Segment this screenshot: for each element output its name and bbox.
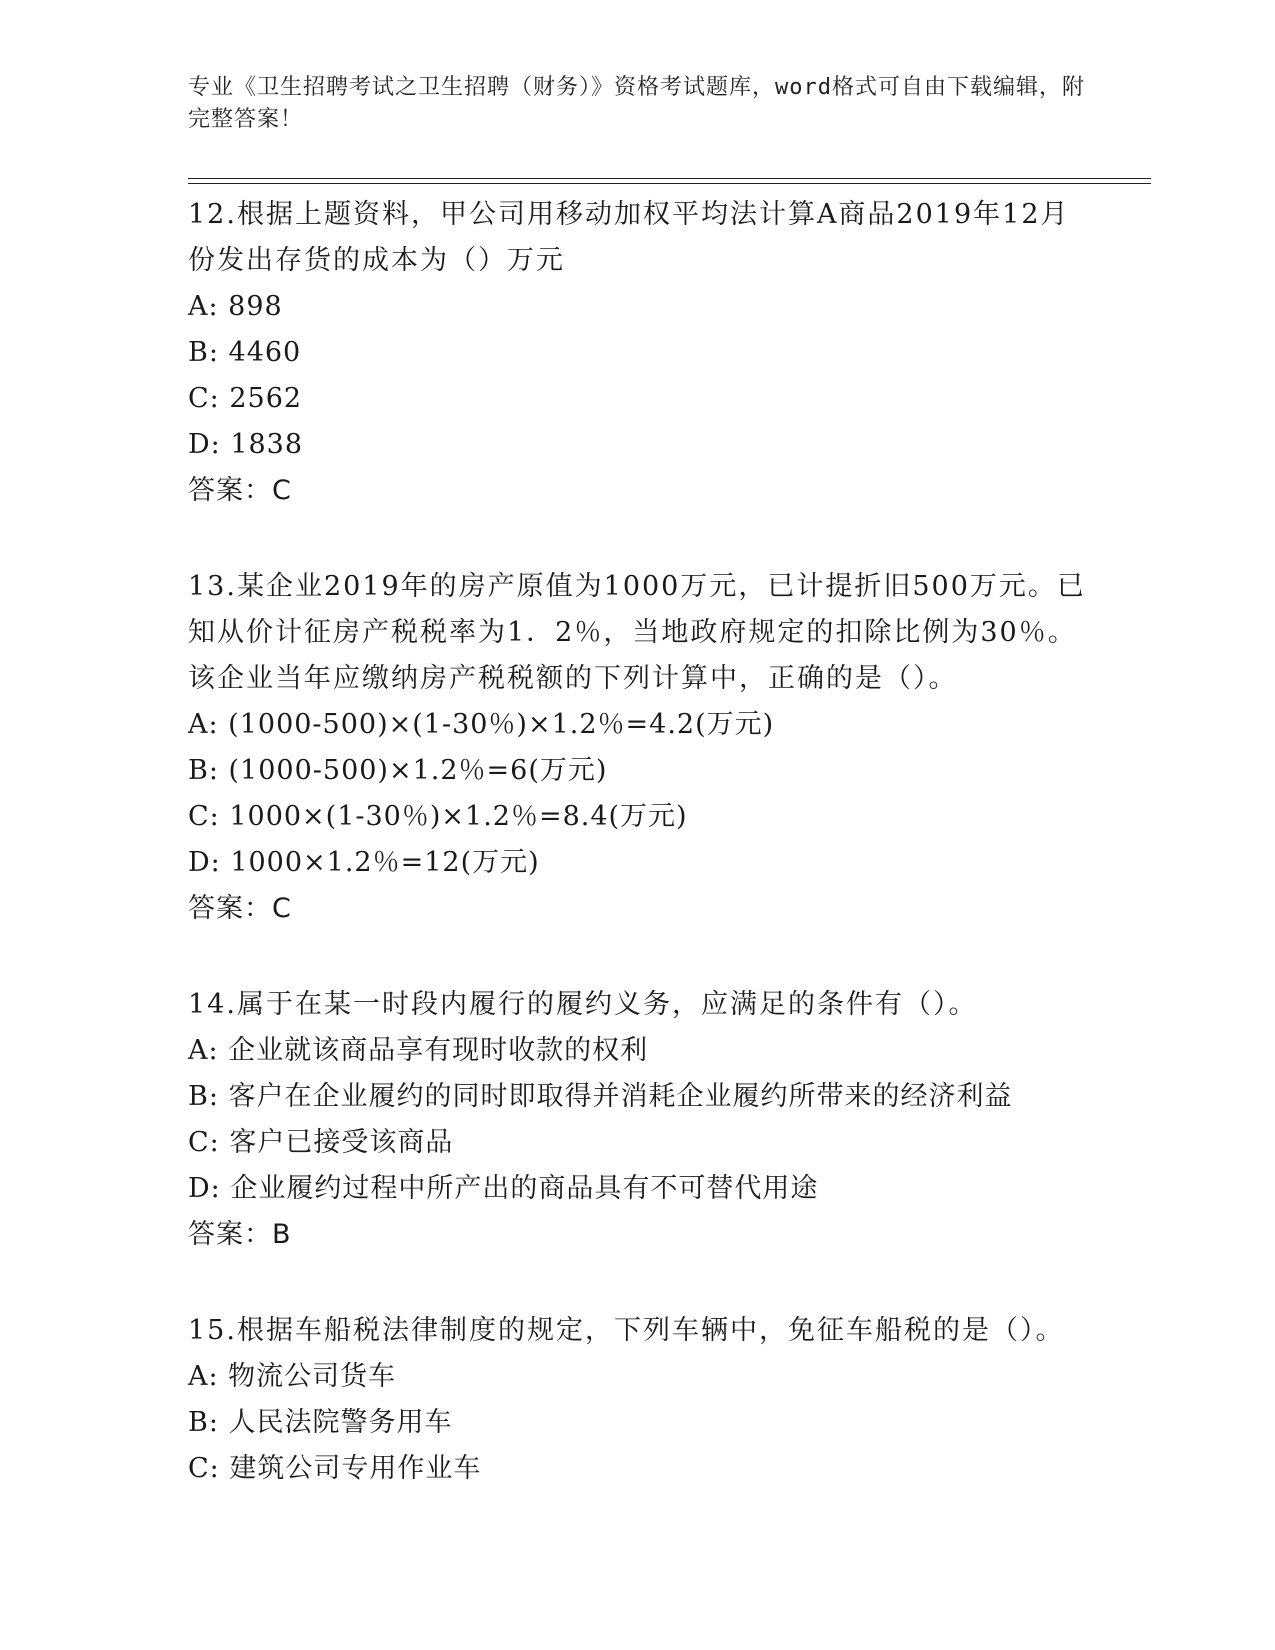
option-b: B: 4460 [188,337,302,368]
option-a: A: (1000-500)×(1-30％)×1.2％=4.2(万元) [188,709,775,740]
question-14 [188,982,1088,1258]
question-list [188,192,1088,1542]
option-b: B: 人民法院警务用车 [188,1407,453,1438]
question-13 [188,564,1088,932]
option-c: C: 客户已接受该商品 [188,1127,454,1158]
question-stem: 15.根据车船税法律制度的规定，下列车辆中，免征车船税的是（）。 [188,1315,1065,1346]
option-a: A: 物流公司货车 [188,1361,397,1392]
question-12 [188,192,1088,514]
page-header: 专业《卫生招聘考试之卫生招聘（财务）》资格考试题库，word格式可自由下载编辑，附完整答案！ [188,75,1085,132]
answer-label: 答案：B [188,1219,292,1250]
question-stem: 14.属于在某一时段内履行的履约义务，应满足的条件有（）。 [188,989,978,1020]
option-c: C: 1000×(1-30％)×1.2％=8.4(万元) [188,801,688,832]
question-stem: 13.某企业2019年的房产原值为1000万元，已计提折旧500万元。已知从价计征房产税税率为1．2％，当地政府规定的扣除比例为30％。该企业当年应缴纳房产税税额的下列计算中，正确的是（）。 [188,571,1086,694]
option-b: B: 客户在企业履约的同时即取得并消耗企业履约所带来的经济利益 [188,1081,1013,1112]
option-c: C: 2562 [188,383,303,414]
option-a: A: 企业就该商品享有现时收款的权利 [188,1035,649,1066]
answer-label: 答案：C [188,475,292,506]
option-d: D: 1838 [188,429,304,460]
answer-label: 答案：C [188,893,292,924]
option-d: D: 企业履约过程中所产出的商品具有不可替代用途 [188,1173,819,1204]
option-c: C: 建筑公司专用作业车 [188,1453,482,1484]
question-stem: 12.根据上题资料，甲公司用移动加权平均法计算A商品2019年12月份发出存货的成本为（）万元 [188,199,1070,276]
option-d: D: 1000×1.2％=12(万元) [188,847,540,878]
option-a: A: 898 [188,291,283,322]
question-15 [188,1308,1088,1492]
header-divider [188,178,1151,184]
option-b: B: (1000-500)×1.2％=6(万元) [188,755,608,786]
